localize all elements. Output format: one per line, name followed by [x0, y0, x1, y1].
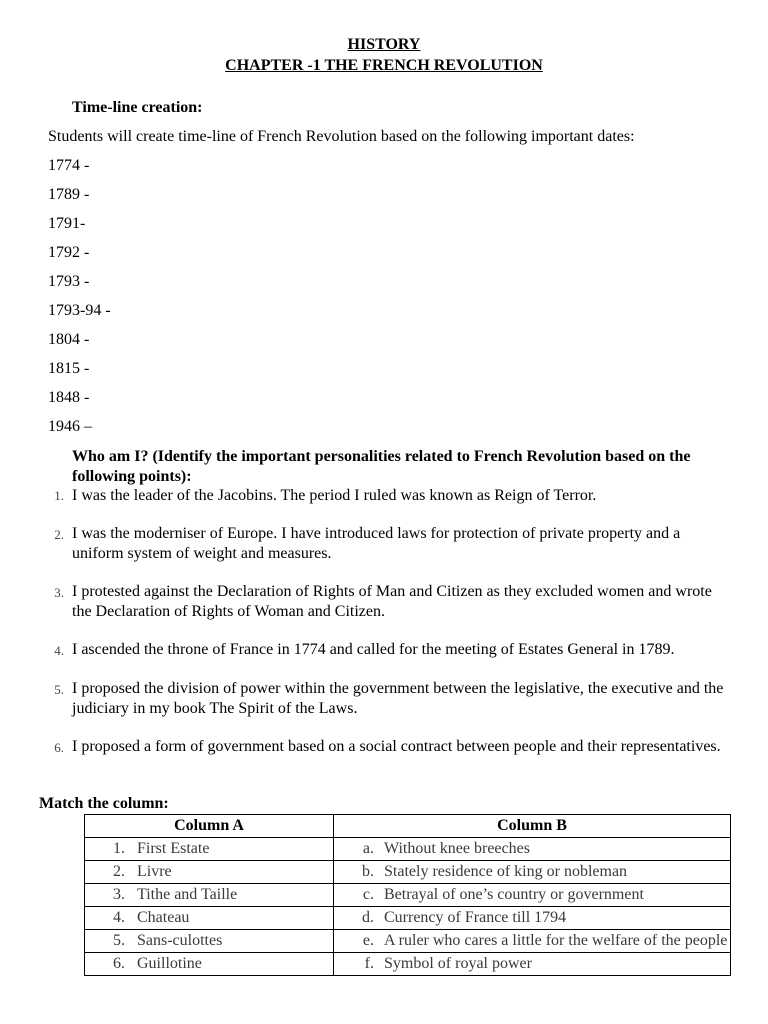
col-a-text: Guillotine — [137, 955, 202, 972]
table-row — [85, 838, 731, 861]
timeline-date: 1793-94 - — [48, 302, 111, 319]
col-b-letter: f. — [364, 955, 374, 972]
col-a-number: 3. — [113, 886, 125, 903]
column-b-header: Column B — [334, 815, 731, 838]
question-text: I proposed a form of government based on a social contract between people and their representatives. — [72, 738, 721, 755]
chapter-title: CHAPTER -1 THE FRENCH REVOLUTION — [225, 57, 543, 74]
col-a-number: 2. — [113, 863, 125, 880]
col-b-text: A ruler who cares a little for the welfare of the people — [384, 932, 728, 949]
col-b-letter: a. — [362, 840, 374, 857]
question-number: 4. — [54, 643, 64, 658]
question-number: 6. — [54, 740, 64, 755]
table-row — [85, 953, 731, 976]
subject-title: HISTORY — [347, 36, 421, 53]
question-text: I was the leader of the Jacobins. The period I ruled was known as Reign of Terror. — [72, 487, 597, 504]
col-b-text: Currency of France till 1794 — [384, 909, 567, 926]
timeline-date: 1793 - — [48, 273, 90, 290]
timeline-date: 1791- — [48, 215, 86, 232]
timeline-date: 1792 - — [48, 244, 90, 261]
col-a-number: 4. — [113, 909, 125, 926]
col-a-number: 1. — [113, 840, 125, 857]
question-text: I ascended the throne of France in 1774 and called for the meeting of Estates General in 1789. — [72, 641, 675, 658]
col-b-letter: d. — [362, 909, 374, 926]
col-b-text: Stately residence of king or nobleman — [384, 863, 628, 880]
who-am-i-heading: Who am I? (Identify the important personalities related to French Revolution based on the following points): — [72, 448, 691, 485]
col-a-text: First Estate — [137, 840, 210, 857]
question-text: I proposed the division of power within the government between the legislative, the executive and the judiciary in my book The Spirit of the Laws. — [72, 680, 724, 717]
timeline-date: 1804 - — [48, 331, 90, 348]
timeline-date: 1848 - — [48, 389, 90, 406]
col-a-text: Chateau — [137, 909, 190, 926]
question-number: 5. — [54, 682, 64, 697]
col-a-number: 5. — [113, 932, 125, 949]
table-header-row — [85, 815, 731, 838]
col-b-text: Without knee breeches — [384, 840, 530, 857]
column-a-header: Column A — [85, 815, 334, 838]
table-row — [85, 884, 731, 907]
col-a-text: Tithe and Taille — [137, 886, 238, 903]
question-text: I was the moderniser of Europe. I have introduced laws for protection of private property and a uniform system of weight and measures. — [72, 525, 681, 562]
question-number: 1. — [54, 488, 64, 503]
timeline-date: 1815 - — [48, 360, 90, 377]
timeline-date: 1789 - — [48, 186, 90, 203]
col-a-number: 6. — [113, 955, 125, 972]
timeline-date: 1774 - — [48, 157, 90, 174]
col-b-letter: b. — [362, 863, 374, 880]
match-heading: Match the column: — [39, 795, 169, 812]
question-text: I protested against the Declaration of Rights of Man and Citizen as they excluded women and wrote the Declaration of Rights of Woman and Citizen. — [72, 583, 712, 620]
table-row — [85, 930, 731, 953]
table-row — [85, 861, 731, 884]
table-row — [85, 907, 731, 930]
timeline-heading: Time-line creation: — [72, 99, 203, 116]
question-number: 2. — [54, 527, 64, 542]
col-b-text: Betrayal of one’s country or government — [384, 886, 644, 903]
match-table — [84, 814, 731, 976]
col-b-letter: e. — [362, 932, 374, 949]
timeline-intro: Students will create time-line of French Revolution based on the following important dates: — [48, 128, 635, 145]
timeline-date: 1946 – — [48, 418, 92, 435]
col-a-text: Sans-culottes — [137, 932, 223, 949]
col-b-letter: c. — [362, 886, 374, 903]
col-b-text: Symbol of royal power — [384, 955, 532, 972]
col-a-text: Livre — [137, 863, 172, 880]
question-number: 3. — [54, 585, 64, 600]
